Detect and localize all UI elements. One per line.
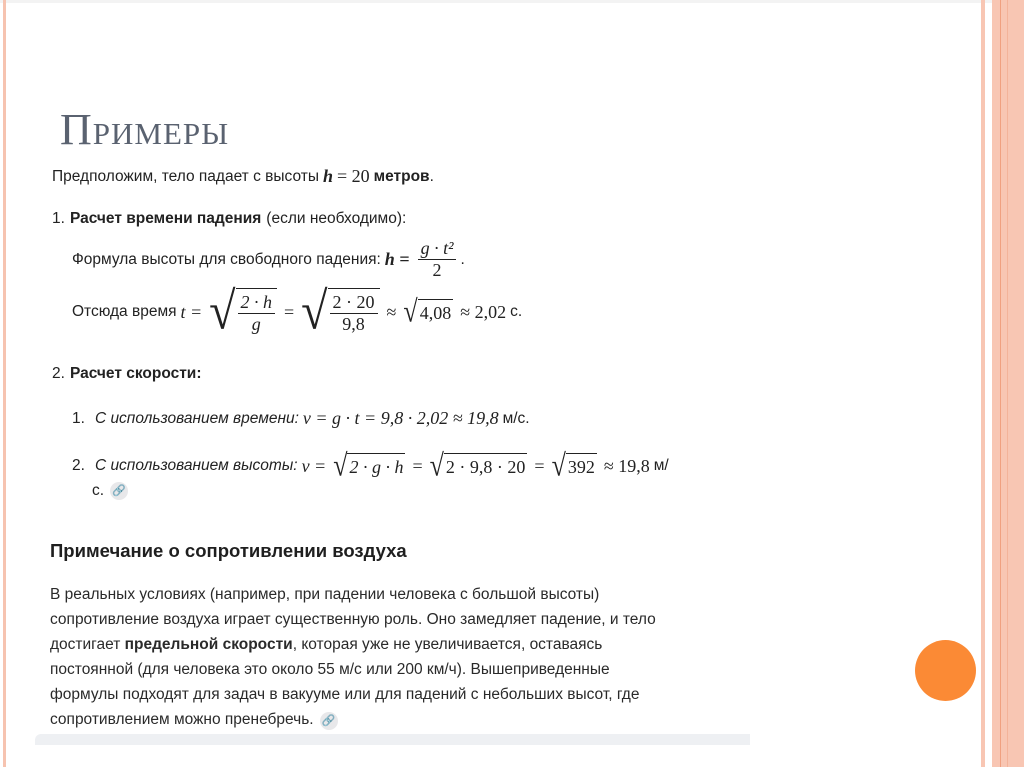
sqrt: √ 2 · g · h — [333, 448, 404, 483]
decor-stripe — [1007, 0, 1008, 767]
item-lhs: v = — [301, 455, 327, 476]
item-result: ≈ 19,8 — [603, 455, 650, 476]
sqrt: √ $\frac{2 \cdot 20}{9,8}$ — [301, 288, 379, 336]
sqrt-value: 2 · g · h — [347, 453, 405, 479]
note-text: достигает — [50, 636, 121, 653]
step2-num: 2. — [52, 365, 65, 382]
numerator: g · t² — [418, 238, 457, 260]
item-unit-cont: с. — [92, 482, 105, 499]
slide-title: Примеры — [60, 105, 230, 154]
approx: ≈ — [386, 301, 397, 322]
decor-stripe — [981, 0, 985, 767]
intro-unit: метров — [373, 167, 430, 185]
link-icon[interactable]: 🔗 — [110, 482, 128, 500]
left-border — [3, 0, 6, 767]
sqrt: √ $\frac{2 \cdot h}{g}$ — [209, 288, 277, 336]
equals: = — [412, 455, 423, 476]
intro-var: h — [322, 166, 333, 186]
note-line: сопротивление воздуха играет существенную роль. Оно замедляет падение, и тело — [50, 611, 656, 628]
step1-num: 1. — [52, 210, 65, 227]
item-label: С использованием времени: — [94, 409, 299, 427]
item-formula: v = g · t = 9,8 · 2,02 ≈ 19,8 — [302, 408, 499, 428]
unit-continuation — [92, 482, 128, 500]
link-icon[interactable]: 🔗 — [320, 712, 338, 730]
numerator: 2 · 20 — [330, 292, 378, 314]
sqrt-value: 392 — [566, 453, 597, 479]
note-line: В реальных условиях (например, при падении человека с большой высоты) — [50, 586, 600, 603]
sqrt: √ 2 · 9,8 · 20 — [429, 448, 526, 483]
time-unit: с. — [510, 303, 523, 320]
intro-end: . — [429, 167, 434, 185]
sqrt: √ 392 — [551, 448, 595, 483]
fraction — [418, 238, 457, 281]
item-num: 1. — [72, 409, 85, 427]
sqrt-value: 2 · 9,8 · 20 — [444, 453, 528, 479]
formula-end: . — [460, 250, 465, 268]
item-label: С использованием высоты: — [94, 457, 298, 474]
step1-bold: Расчет времени падения — [69, 210, 262, 227]
sqrt-value: 4,08 — [418, 299, 454, 325]
item-num: 2. — [72, 457, 85, 474]
intro-line — [52, 166, 434, 187]
note-bold: предельной скорости — [124, 636, 293, 653]
formula-label: Формула высоты для свободного падения: — [72, 250, 381, 268]
list-item — [72, 408, 530, 429]
denominator: 9,8 — [342, 313, 365, 334]
decor-stripe — [992, 0, 1024, 767]
note-text: , которая уже не увеличивается, оставаясь — [292, 636, 603, 653]
note-text: сопротивлением можно пренебречь. — [50, 711, 314, 728]
equals: = — [534, 455, 545, 476]
screenshot-bottom-bar — [35, 734, 750, 745]
decor-circle — [915, 640, 976, 701]
decor-stripe — [1000, 0, 1001, 767]
time-label: Отсюда время — [72, 303, 177, 320]
step2-heading — [52, 365, 202, 383]
time-formula — [72, 282, 523, 341]
formula-lhs: h = — [384, 249, 410, 269]
note-line: постоянной (для человека это около 55 м/с или 200 км/ч). Вышеприведенные — [50, 661, 610, 678]
time-result: ≈ 2,02 — [460, 301, 507, 322]
step1-rest: (если необходимо): — [266, 210, 407, 227]
item-unit: м/ — [653, 457, 669, 474]
step2-bold: Расчет скорости: — [69, 365, 202, 382]
note-line — [50, 636, 602, 654]
item-unit: м/с. — [502, 409, 530, 427]
equals: = — [284, 301, 295, 322]
denominator: 2 — [432, 260, 442, 280]
sqrt: √ 4,08 — [403, 294, 452, 329]
list-item — [72, 448, 669, 483]
intro-eq: = 20 — [336, 166, 370, 186]
time-lhs: t = — [180, 301, 203, 322]
note-line — [50, 711, 338, 730]
intro-text: Предположим, тело падает с высоты — [52, 167, 319, 185]
denominator: g — [251, 313, 261, 334]
step1-heading — [52, 210, 406, 228]
numerator: 2 · h — [238, 292, 276, 314]
note-line: формулы подходят для задач в вакууме или для падений с небольших высот, где — [50, 686, 640, 703]
height-formula — [72, 238, 465, 281]
top-border — [0, 0, 1024, 3]
note-heading: Примечание о сопротивлении воздуха — [50, 540, 407, 561]
